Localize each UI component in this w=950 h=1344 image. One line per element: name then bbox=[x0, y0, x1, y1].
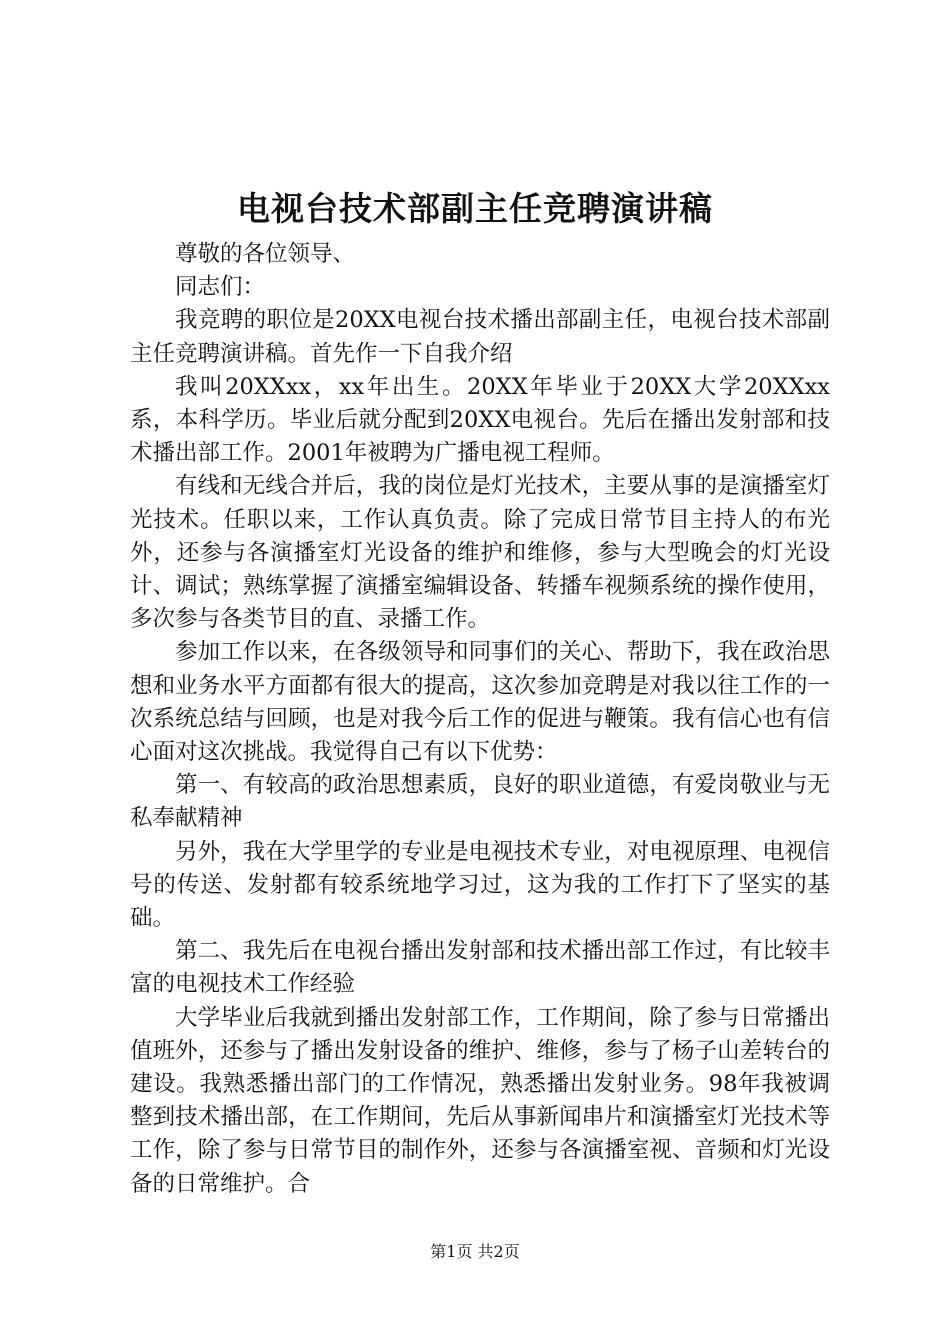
body-paragraph: 有线和无线合并后，我的岗位是灯光技术，主要从事的是演播室灯光技术。任职以来，工作认真负责。除了完成日常节目主持人的布光外，还参与各演播室灯光设备的维护和维修，参与大型晚会的灯光设计、调试；熟练掌握了演播室编辑设备、转播车视频系统的操作使用，多次参与各类节目的直、录播工作。 bbox=[130, 473, 830, 633]
body-paragraph: 第二、我先后在电视台播出发射部和技术播出部工作过，有比较丰富的电视技术工作经验 bbox=[130, 938, 830, 998]
body-paragraph: 参加工作以来，在各级领导和同事们的关心、帮助下，我在政治思想和业务水平方面都有很大的提高，这次参加竞聘是对我以往工作的一次系统总结与回顾，也是对我今后工作的促进与鞭策。我有信心也有信心面对这次挑战。我觉得自己有以下优势： bbox=[130, 639, 830, 766]
body-paragraph: 另外，我在大学里学的专业是电视技术专业，对电视原理、电视信号的传送、发射都有较系统地学习过，这为我的工作打下了坚实的基础。 bbox=[130, 838, 830, 932]
body-paragraph: 我竞聘的职位是20XX电视台技术播出部副主任，电视台技术部副主任竞聘演讲稿。首先作一下自我介绍 bbox=[130, 307, 830, 367]
salutation-line: 尊敬的各位领导、 bbox=[175, 241, 356, 267]
body-paragraph: 我叫20XXxx，xx年出生。20XX年毕业于20XX大学20XXxx系，本科学历。毕业后就分配到20XX电视台。先后在播出发射部和技术播出部工作。2001年被聘为广播电视工程师。 bbox=[130, 373, 830, 467]
salutation-line: 同志们： bbox=[175, 274, 266, 301]
body-paragraph: 第一、有较高的政治思想素质，良好的职业道德，有爱岗敬业与无私奉献精神 bbox=[130, 772, 830, 832]
body-paragraph: 大学毕业后我就到播出发射部工作，工作期间，除了参与日常播出值班外，还参与了播出发射设备的维护、维修，参与了杨子山差转台的建设。我熟悉播出部门的工作情况，熟悉播出发射业务。98年我被调整到技术播出部，在工作期间，先后从事新闻串片和演播室灯光技术等工作，除了参与日常节目的制作外，还参与各演播室视、音频和灯光设备的日常维护。合 bbox=[130, 1004, 830, 1197]
page-number: 第1页 共2页 bbox=[430, 1242, 520, 1261]
page-footer bbox=[0, 1241, 950, 1263]
document-body bbox=[130, 238, 830, 1201]
document-title: 电视台技术部副主任竞聘演讲稿 bbox=[237, 189, 713, 228]
